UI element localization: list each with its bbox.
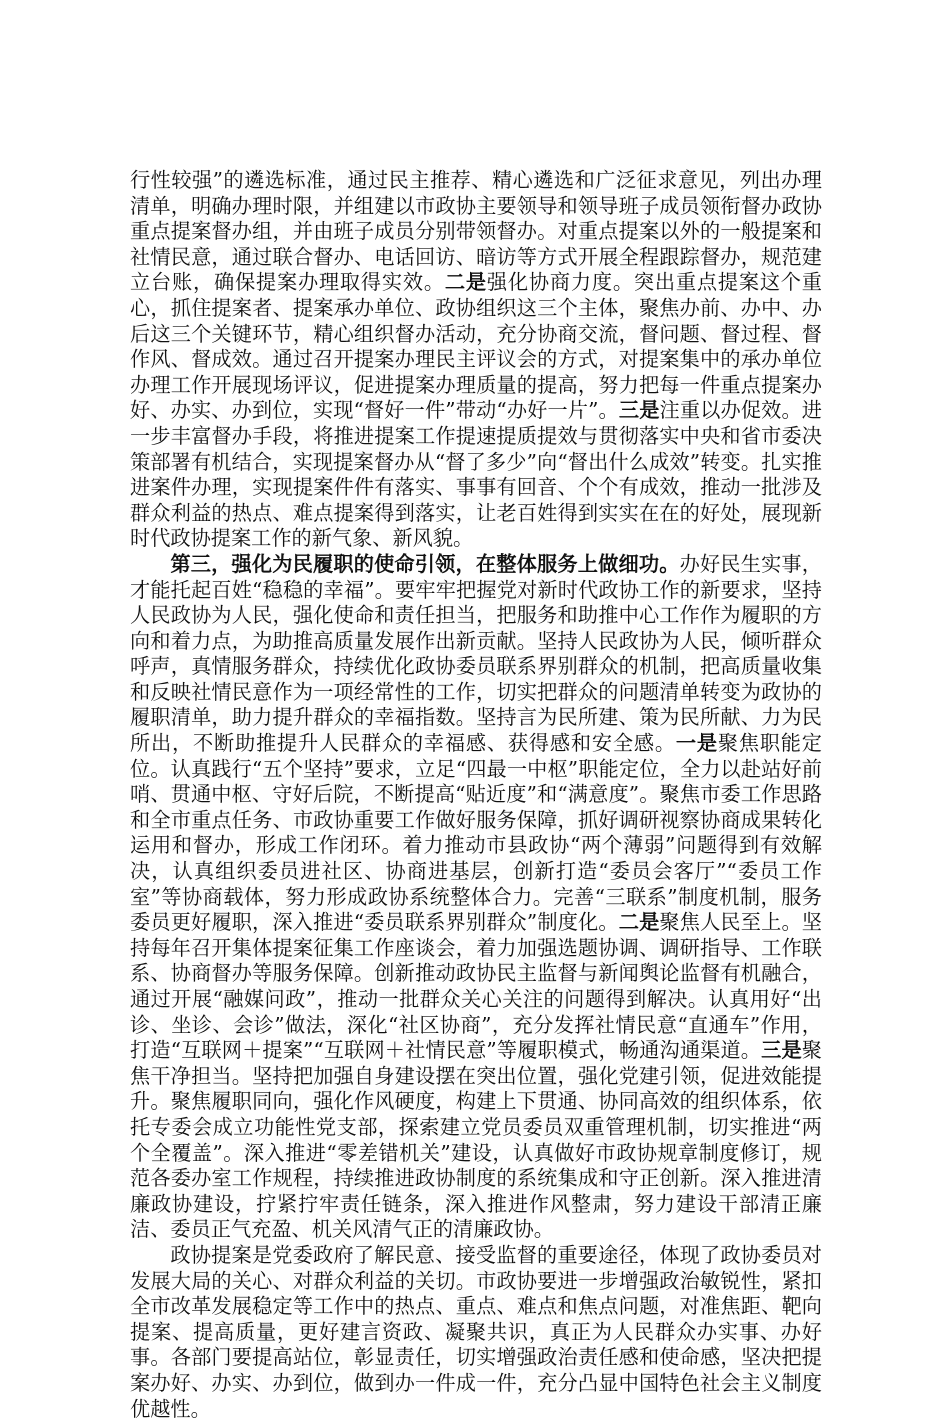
paragraph-2-text: 办好民生实事，才能托起百姓“稳稳的幸福”。要牢牢把握党对新时代政协工作的新要求，坚持人民政协为人民，强化使命和责任担当，把服务和助推中心工作作为履职的方向和着力点，为助推高质量发展作出新贡献。坚持人民政协为人民，倾听群众呼声，真情服务群众，持续优化政协委员联系界别群众的机制，把高质量收集和反映社情民意作为一项经常性的工作，切实把群众的问题清单转变为政协的履职清单，助力提升群众的幸福指数。坚持言为民所建、策为民所献、力为民所出，不断助推提升人民群众的幸福感、获得感和安全感。 xyxy=(130,551,822,756)
paragraph-1-bold-3: 三是 xyxy=(618,398,660,423)
document-page xyxy=(130,168,822,1422)
paragraph-3 xyxy=(130,1243,822,1422)
paragraph-1-bold-2: 二是 xyxy=(444,270,487,295)
paragraph-2-bold-3: 三是 xyxy=(761,1038,802,1063)
paragraph-3-text: 政协提案是党委政府了解民意、接受监督的重要途径，体现了政协委员对发展大局的关心、对群众利益的关切。市政协要进一步增强政治敏锐性，紧扣全市改革发展稳定等工作中的热点、重点、难点和焦点问题，对准焦距、靶向提案、提高质量，更好建言资政、凝聚共识，真正为人民群众办实事、办好事。各部门要提高站位，彰显责任，切实增强政治责任感和使命感，坚决把提案办好、办实、办到位，做到办一件成一件，充分凸显中国特色社会主义制度优越性。 xyxy=(130,1242,822,1421)
paragraph-2-text-4: 聚焦干净担当。坚持把加强自身建设摆在突出位置，强化党建引领，促进效能提升。聚焦履职同向，强化作风硬度，构建上下贯通、协同高效的组织体系，依托专委会成立功能性党支部，探索建立党员委员双重管理机制，切实推进“两个全覆盖”。深入推进“零差错机关”建设，认真做好市政协规章制度修订，规范各委办室工作规程，持续推进政协制度的系统集成和守正创新。深入推进清廉政协建设，拧紧拧牢责任链条，深入推进作风整肃，努力建设干部清正廉洁、委员正气充盈、机关风清气正的清廉政协。 xyxy=(130,1038,822,1242)
paragraph-2-bold-1: 一是 xyxy=(675,731,718,756)
paragraph-2-bold-2: 二是 xyxy=(618,910,660,935)
paragraph-2-text-2: 聚焦职能定位。认真践行“五个坚持”要求，立足“四最一中枢”职能定位，全力以赴站好前哨、贯通中枢、守好后院，不断提高“贴近度”和“满意度”。聚焦市委工作思路和全市重点任务、市政协重要工作做好服务保障，抓好调研视察协商成果转化运用和督办，形成工作闭环。着力推动市县政协“两个薄弱”问题得到有效解决，认真组织委员进社区、协商进基层，创新打造“委员会客厅”“委员工作室”等协商载体，努力形成政协系统整体合力。完善“三联系”制度机制，服务委员更好履职，深入推进“委员联系界别群众”制度化。 xyxy=(130,731,822,935)
paragraph-1-text-3: 注重以办促效。进一步丰富督办手段，将推进提案工作提速提质提效与贯彻落实中央和省市委决策部署有机结合，实现提案督办从“督了多少”向“督出什么成效”转变。扎实推进案件办理，实现提案件件有落实、事事有回音、个个有成效，推动一批涉及群众利益的热点、难点提案得到落实，让老百姓得到实实在在的好处，展现新时代政协提案工作的新气象、新风貌。 xyxy=(130,398,822,551)
paragraph-1-text: 行性较强”的遴选标准，通过民主推荐、精心遴选和广泛征求意见，列出办理清单，明确办理时限，并组建以市政协主要领导和领导班子成员领衔督办政协重点提案督办组，并由班子成员分别带领督办。对重点提案以外的一般提案和社情民意，通过联合督办、电话回访、暗访等方式开展全程跟踪督办，规范建立台账，确保提案办理取得实效。 xyxy=(130,168,822,295)
section-heading-3: 第三，强化为民履职的使命引领，在整体服务上做细功。 xyxy=(170,551,680,576)
paragraph-2-text-3: 聚焦人民至上。坚持每年召开集体提案征集工作座谈会，着力加强选题协调、调研指导、工作联系、协商督办等服务保障。创新推动政协民主监督与新闻舆论监督有机融合，通过开展“融媒问政”，推动一批群众关心关注的问题得到解决。认真用好“出诊、坐诊、会诊”做法，深化“社区协商”，充分发挥社情民意“直通车”作用，打造“互联网＋提案”“互联网＋社情民意”等履职模式，畅通沟通渠道。 xyxy=(130,910,822,1063)
paragraph-1-text-2: 强化协商力度。突出重点提案这个重心，抓住提案者、提案承办单位、政协组织这三个主体，聚焦办前、办中、办后这三个关键环节，精心组织督办活动，充分协商交流，督问题、督过程、督作风、督成效。通过召开提案办理民主评议会的方式，对提案集中的承办单位办理工作开展现场评议，促进提案办理质量的提高，努力把每一件重点提案办好、办实、办到位，实现“督好一件”带动“办好一片”。 xyxy=(130,270,822,423)
paragraph-2 xyxy=(130,552,822,1243)
paragraph-1 xyxy=(130,168,822,552)
